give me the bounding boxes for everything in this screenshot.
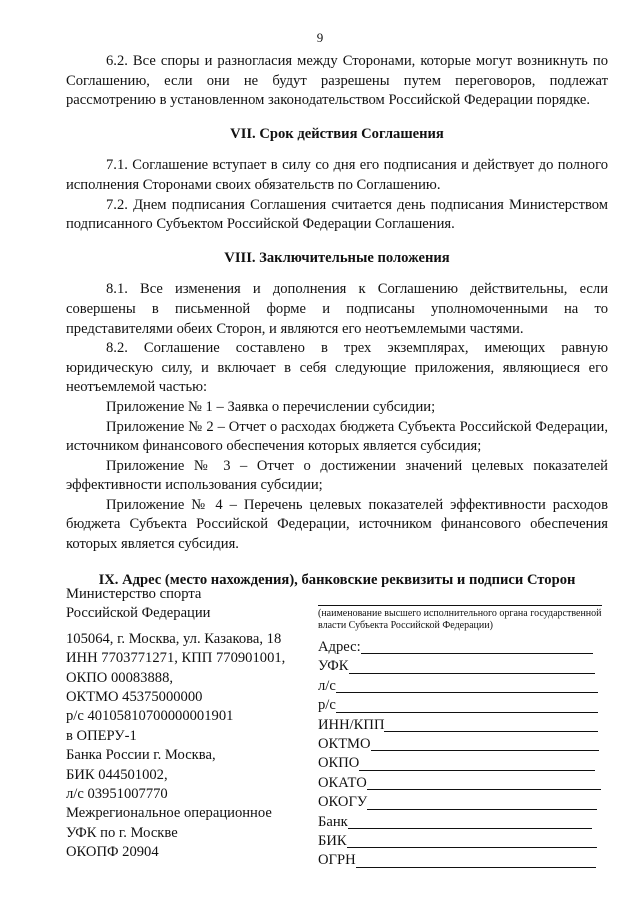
section-7-heading: VII. Срок действия Соглашения: [230, 125, 444, 142]
field-blank: [371, 736, 599, 751]
ministry-bank-branch: в ОПЕРУ-1: [66, 727, 137, 744]
field-address: [318, 638, 608, 657]
field-okogu: [318, 793, 608, 812]
clause-7-1: 7.1. Соглашение вступает в силу со дня его подписания и действует до полного исполнения Сторонами своих обязательств по Соглашению.: [66, 157, 608, 193]
field-blank: [384, 717, 598, 732]
field-blank: [348, 814, 592, 829]
ministry-okpo: ОКПО 00083888,: [66, 669, 174, 686]
document-body: [66, 52, 608, 604]
field-label: Банк: [318, 813, 348, 830]
field-bank: [318, 813, 608, 832]
field-label: л/с: [318, 677, 336, 694]
field-label: БИК: [318, 832, 347, 849]
field-okato: [318, 774, 608, 793]
field-ufk: [318, 657, 608, 676]
subject-details: [318, 585, 608, 871]
appendix-1: Приложение № 1 – Заявка о перечислении субсидии;: [106, 398, 436, 415]
field-blank: [367, 775, 601, 790]
section-9-heading: IX. Адрес (место нахождения), банковские реквизиты и подписи Сторон: [98, 571, 576, 588]
clause-7-2: 7.2. Днем подписания Соглашения считается день подписания Министерством подписанного Субъектом Российской Федерации Соглашения.: [66, 196, 608, 233]
field-label: р/с: [318, 697, 336, 714]
clause-8-2: 8.2. Соглашение составлено в трех экземплярах, имеющих равную юридическую силу, и включает в себя следующие приложения, являющиеся его неотъемлемой частью:: [66, 340, 608, 396]
ministry-address: 105064, г. Москва, ул. Казакова, 18: [66, 630, 282, 647]
field-ogrn: [318, 851, 608, 870]
field-label: ОГРН: [318, 852, 356, 869]
page-number: 9: [316, 30, 324, 45]
ministry-oktmo: ОКТМО 45375000000: [66, 689, 203, 706]
field-account: [318, 696, 608, 715]
field-label: Адрес:: [318, 638, 361, 655]
ministry-bik: БИК 044501002,: [66, 766, 168, 783]
field-blank: [359, 756, 595, 771]
field-blank: [356, 853, 596, 868]
subject-name-caption: (наименование высшего исполнительного органа государственной власти Субъекта Российской Федерации): [318, 608, 602, 631]
field-label: ОКПО: [318, 755, 360, 772]
field-okpo: [318, 754, 608, 773]
appendix-2: Приложение № 2 – Отчет о расходах бюджета Субъекта Российской Федерации, источником финансового обеспечения которых является субсидия;: [66, 418, 608, 455]
ministry-bank-name: Банка России г. Москва,: [66, 747, 216, 764]
ministry-personal-account: л/с 03951007770: [66, 786, 168, 803]
field-blank: [361, 639, 593, 654]
section-8-heading: VIII. Заключительные положения: [224, 249, 450, 266]
ministry-name-line-1: Министерство спорта: [66, 586, 202, 602]
field-oktmo: [318, 735, 608, 754]
ministry-okopf: ОКОПФ 20904: [66, 844, 159, 861]
clause-8-1: 8.1. Все изменения и дополнения к Соглашению действительны, если совершены в письменной форме и подписаны уполномоченными на то представителями обеих Сторон, и являются его неотъемлемыми частями.: [66, 281, 608, 337]
ministry-treasury-line-1: Межрегиональное операционное: [66, 805, 272, 822]
field-blank: [336, 698, 598, 713]
ministry-name-line-2: Российской Федерации: [66, 605, 211, 622]
ministry-treasury-line-2: УФК по г. Москве: [66, 824, 178, 841]
appendix-3: Приложение № 3 – Отчет о достижении значений целевых показателей эффективности использования субсидии;: [66, 457, 608, 494]
field-label: ОКТМО: [318, 735, 371, 752]
ministry-inn-kpp: ИНН 7703771271, КПП 770901001,: [66, 650, 286, 667]
ministry-account: р/с 40105810700000001901: [66, 708, 234, 725]
field-blank: [367, 795, 597, 810]
field-label: УФК: [318, 658, 349, 675]
clause-6-2: 6.2. Все споры и разногласия между Сторонами, которые могут возникнуть по Соглашению, если они не будут разрешены путем переговоров, подлежат рассмотрению в установленном законодательством Российской Федерации порядке.: [66, 53, 608, 109]
field-bik: [318, 832, 608, 851]
field-blank: [336, 678, 598, 693]
field-personal-account: [318, 677, 608, 696]
subject-name-blank: [318, 591, 602, 606]
field-blank: [349, 659, 595, 674]
field-label: ИНН/КПП: [318, 716, 385, 733]
field-label: ОКОГУ: [318, 794, 368, 811]
field-label: ОКАТО: [318, 774, 367, 791]
field-inn-kpp: [318, 716, 608, 735]
field-blank: [347, 833, 597, 848]
appendix-4: Приложение № 4 – Перечень целевых показателей эффективности расходов бюджета Субъекта Российской Федерации, источником финансового обеспечения которых является субсидия.: [66, 496, 608, 553]
ministry-details: [66, 585, 306, 863]
